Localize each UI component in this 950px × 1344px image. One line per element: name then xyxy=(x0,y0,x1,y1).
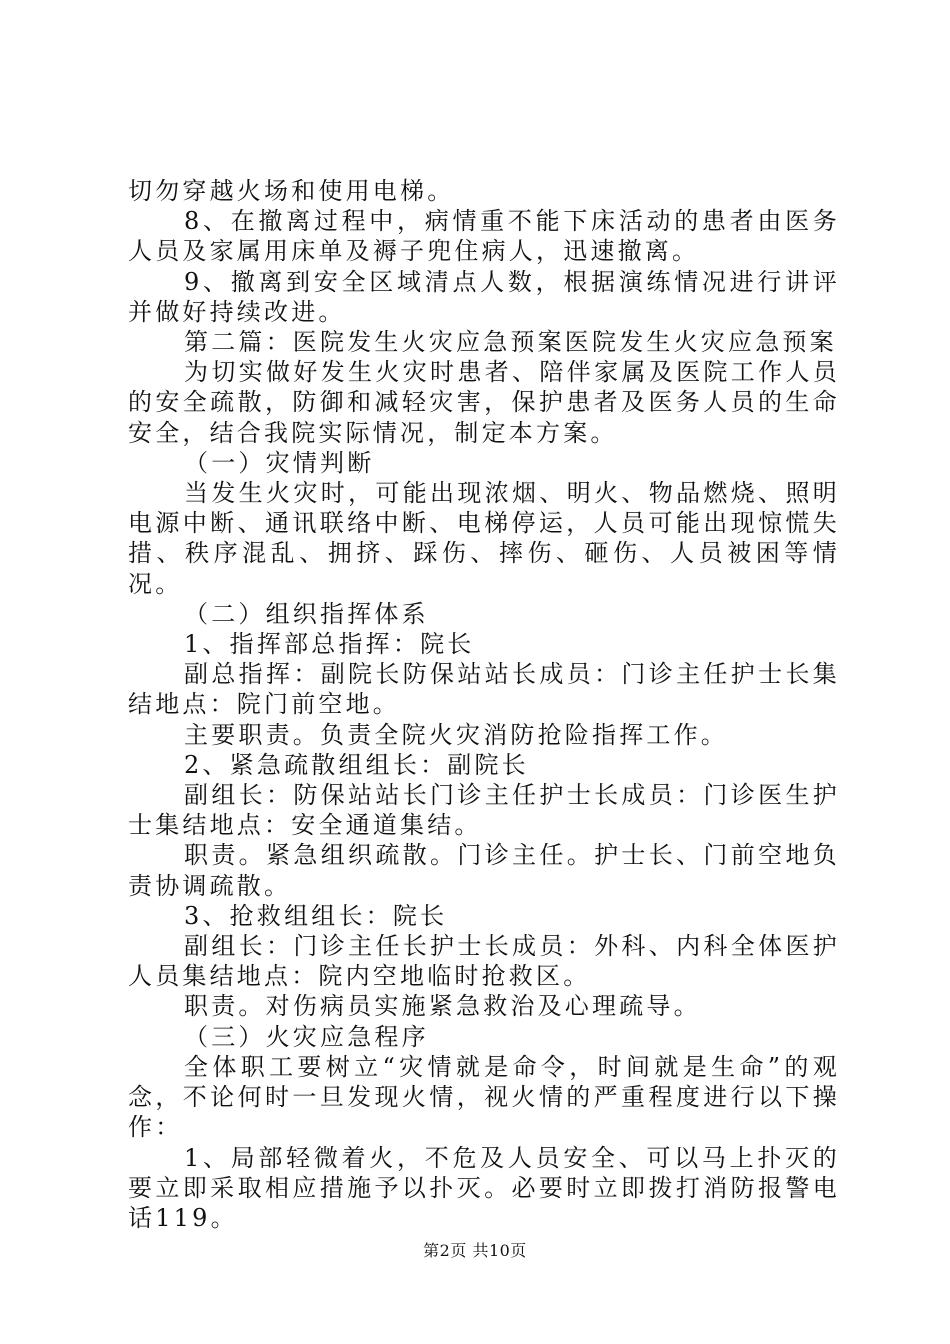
page-footer: 第2页 共10页 xyxy=(423,1241,527,1260)
paragraph: 全体职工要树立“灾情就是命令，时间就是生命”的观念，不论何时一旦发现火情，视火情的严重程度进行以下操作： xyxy=(128,1052,840,1142)
paragraph: 8、在撤离过程中，病情重不能下床活动的患者由医务人员及家属用床单及褥子兜住病人，迅速撤离。 xyxy=(128,207,840,266)
paragraph: 主要职责。负责全院火灾消防抢险指挥工作。 xyxy=(184,720,728,749)
paragraph: 职责。紧急组织疏散。门诊主任。护士长、门前空地负责协调疏散。 xyxy=(128,841,840,900)
paragraph: （三）火灾应急程序 xyxy=(184,1022,429,1051)
paragraph: 副总指挥：副院长防保站站长成员：门诊主任护士长集结地点：院门前空地。 xyxy=(128,660,840,719)
paragraph: 第二篇：医院发生火灾应急预案医院发生火灾应急预案 xyxy=(184,328,837,357)
paragraph: （二）组织指挥体系 xyxy=(184,599,429,628)
paragraph: 副组长：防保站站长门诊主任护士长成员：门诊医生护士集结地点：安全通道集结。 xyxy=(128,781,840,840)
paragraph: 职责。对伤病员实施紧急救治及心理疏导。 xyxy=(184,992,701,1021)
paragraph: 当发生火灾时，可能出现浓烟、明火、物品燃烧、照明电源中断、通讯联络中断、电梯停运，人员可能出现惊慌失措、秩序混乱、拥挤、踩伤、摔伤、砸伤、人员被困等情况。 xyxy=(128,479,840,598)
paragraph: （一）灾情判断 xyxy=(184,448,375,477)
paragraph: 1、指挥部总指挥：院长 xyxy=(184,630,475,659)
paragraph: 9、撤离到安全区域清点人数，根据演练情况进行讲评并做好持续改进。 xyxy=(128,267,840,326)
paragraph: 切勿穿越火场和使用电梯。 xyxy=(128,177,455,205)
paragraph: 1、局部轻微着火，不危及人员安全、可以马上扑灭的要立即采取相应措施予以扑灭。必要时立即拨打消防报警电话119。 xyxy=(128,1143,840,1232)
paragraph: 副组长：门诊主任长护士长成员：外科、内科全体医护人员集结地点：院内空地临时抢救区。 xyxy=(128,932,840,991)
document-body xyxy=(128,176,840,1233)
paragraph: 3、抢救组组长：院长 xyxy=(184,901,448,930)
paragraph: 为切实做好发生火灾时患者、陪伴家属及医院工作人员的安全疏散，防御和减轻灾害，保护患者及医务人员的生命安全，结合我院实际情况，制定本方案。 xyxy=(128,358,840,447)
paragraph: 2、紧急疏散组组长：副院长 xyxy=(184,750,529,779)
